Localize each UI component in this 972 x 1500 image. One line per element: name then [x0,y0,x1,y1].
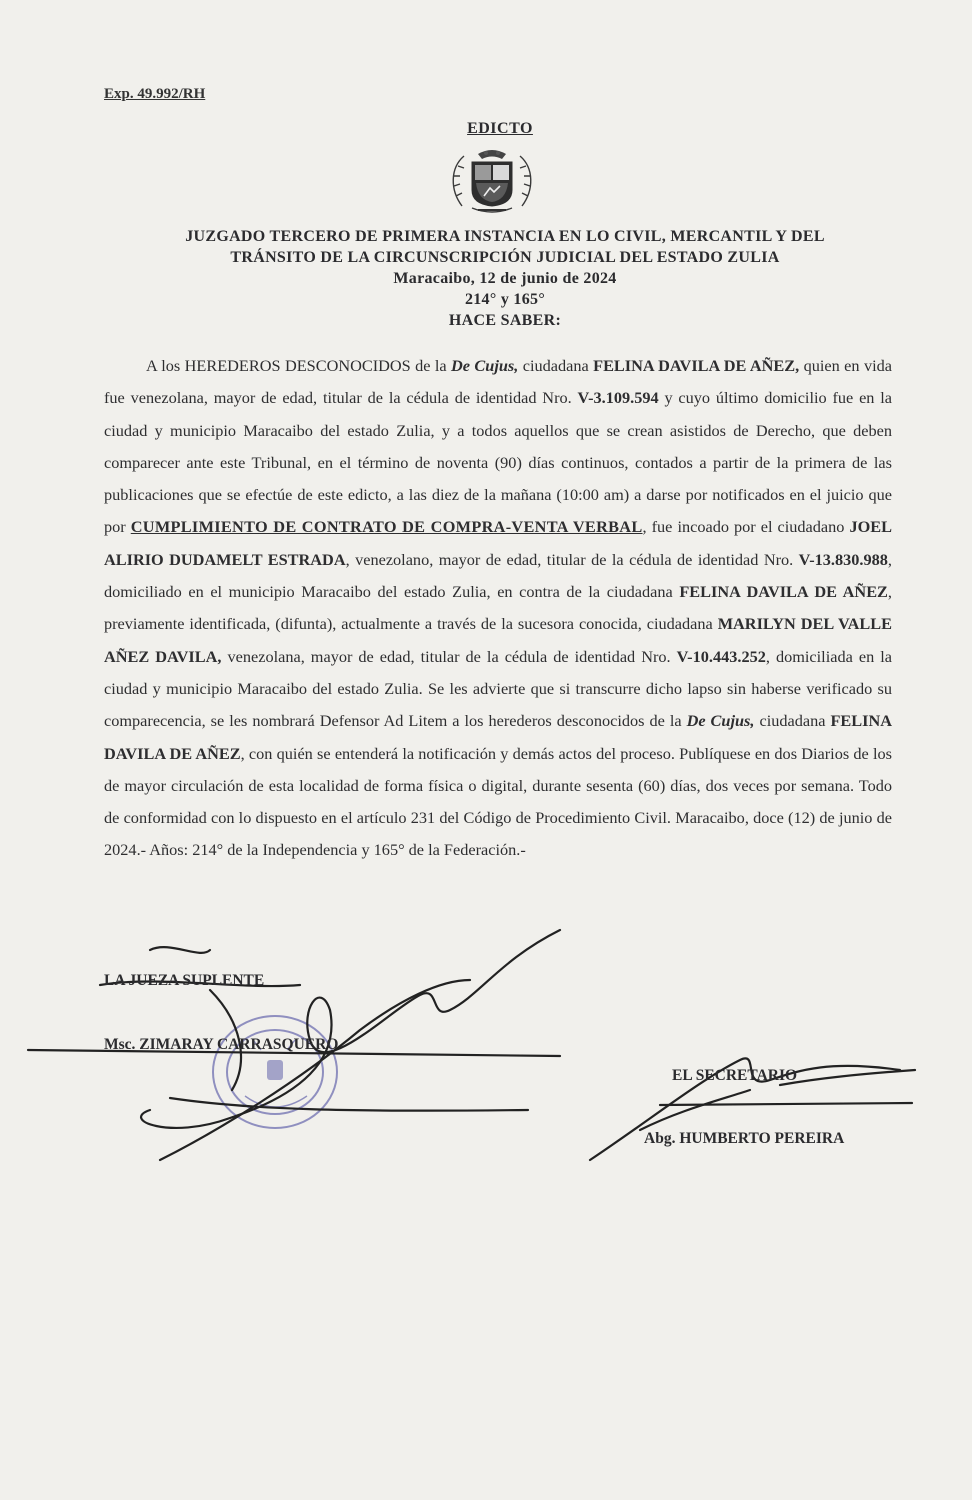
edict-paragraph: A los HEREDEROS DESCONOCIDOS de la De Cujus, ciudadana FELINA DAVILA DE AÑEZ, quien en vida fue venezolana, mayor de edad, titular de la cédula de identidad Nro. V-3.109.594 y cuyo último domicilio fue en la ciudad y municipio Maracaibo del estado Zulia, y a todos aquellos que se crean asistidos de Derecho, que deben comparecer ante este Tribunal, en el término de noventa (90) días continuos, contados a partir de la primera de las publicaciones que se efectúe de este edicto, a las diez de la mañana (10:00 am) a darse por notificados en el juicio que por CUMPLIMIENTO DE CONTRATO DE COMPRA-VENTA VERBAL, fue incoado por el ciudadano JOEL ALIRIO DUDAMELT ESTRADA, venezolano, mayor de edad, titular de la cédula de identidad Nro. V-13.830.988, domiciliado en el municipio Maracaibo del estado Zulia, en contra de la ciudadana FELINA DAVILA DE AÑEZ, previamente identificada, (difunta), actualmente a través de la sucesora conocida, ciudadana MARILYN DEL VALLE AÑEZ DAVILA, venezolana, mayor de edad, titular de la cédula de identidad Nro. V-10.443.252, domiciliada en la ciudad y municipio Maracaibo del estado Zulia. Se les advierte que si transcurre dicho lapso sin haberse verificado su comparecencia, se les nombrará Defensor Ad Litem a los herederos desconocidos de la De Cujus, ciudadana FELINA DAVILA DE AÑEZ, con quién se entenderá la notificación y demás actos del proceso. Publíquese en dos Diarios de los de mayor circulación de esta localidad de forma física o digital, durante sesenta (60) días, dos veces por semana. Todo de conformidad con lo dispuesto en el artículo 231 del Código de Procedimiento Civil. Maracaibo, doce (12) de junio de 2024.- Años: 214° de la Independencia y 165° de la Federación.- [104,356,893,860]
successor-name: MARILYN DEL VALLE AÑEZ DAVILA, [104,614,892,666]
court-name-line-2: TRÁNSITO DE LA CIRCUNSCRIPCIÓN JUDICIAL DEL ESTADO ZULIA [230,249,780,266]
years-line: 214° y 165° [464,291,546,308]
de-cujus-term: De Cujus, [686,711,755,731]
deceased-name: FELINA DAVILA DE AÑEZ [104,711,892,763]
secretary-title: EL SECRETARIO [672,1067,798,1084]
deceased-id-number: V-3.109.594 [577,388,659,408]
coat-of-arms-icon [442,146,542,218]
case-type: CUMPLIMIENTO DE CONTRATO DE COMPRA-VENTA VERBAL [130,517,643,537]
successor-id-number: V-10.443.252 [676,646,766,666]
plaintiff-name: JOEL ALIRIO DUDAMELT ESTRADA [104,517,892,569]
defendant-name: FELINA DAVILA DE AÑEZ [679,582,888,602]
court-name-line-1: JUZGADO TERCERO DE PRIMERA INSTANCIA EN LO CIVIL, MERCANTIL Y DEL [185,228,825,245]
de-cujus-term: De Cujus, [451,356,519,375]
hace-saber-heading: HACE SABER: [448,312,562,329]
secretary-name: Abg. HUMBERTO PEREIRA [644,1130,845,1147]
court-header [120,226,890,331]
expediente-number: Exp. 49.992/RH [104,86,206,102]
document-title: EDICTO [467,120,533,137]
judge-title: LA JUEZA SUPLENTE [104,972,265,989]
judge-name: Msc. ZIMARAY CARRASQUERO [104,1036,339,1053]
issue-date: Maracaibo, 12 de junio de 2024 [393,270,617,287]
court-seal-stamp [175,1000,345,1140]
plaintiff-id-number: V-13.830.988 [798,549,888,569]
edict-body [104,350,892,867]
deceased-name: FELINA DAVILA DE AÑEZ, [593,356,800,375]
